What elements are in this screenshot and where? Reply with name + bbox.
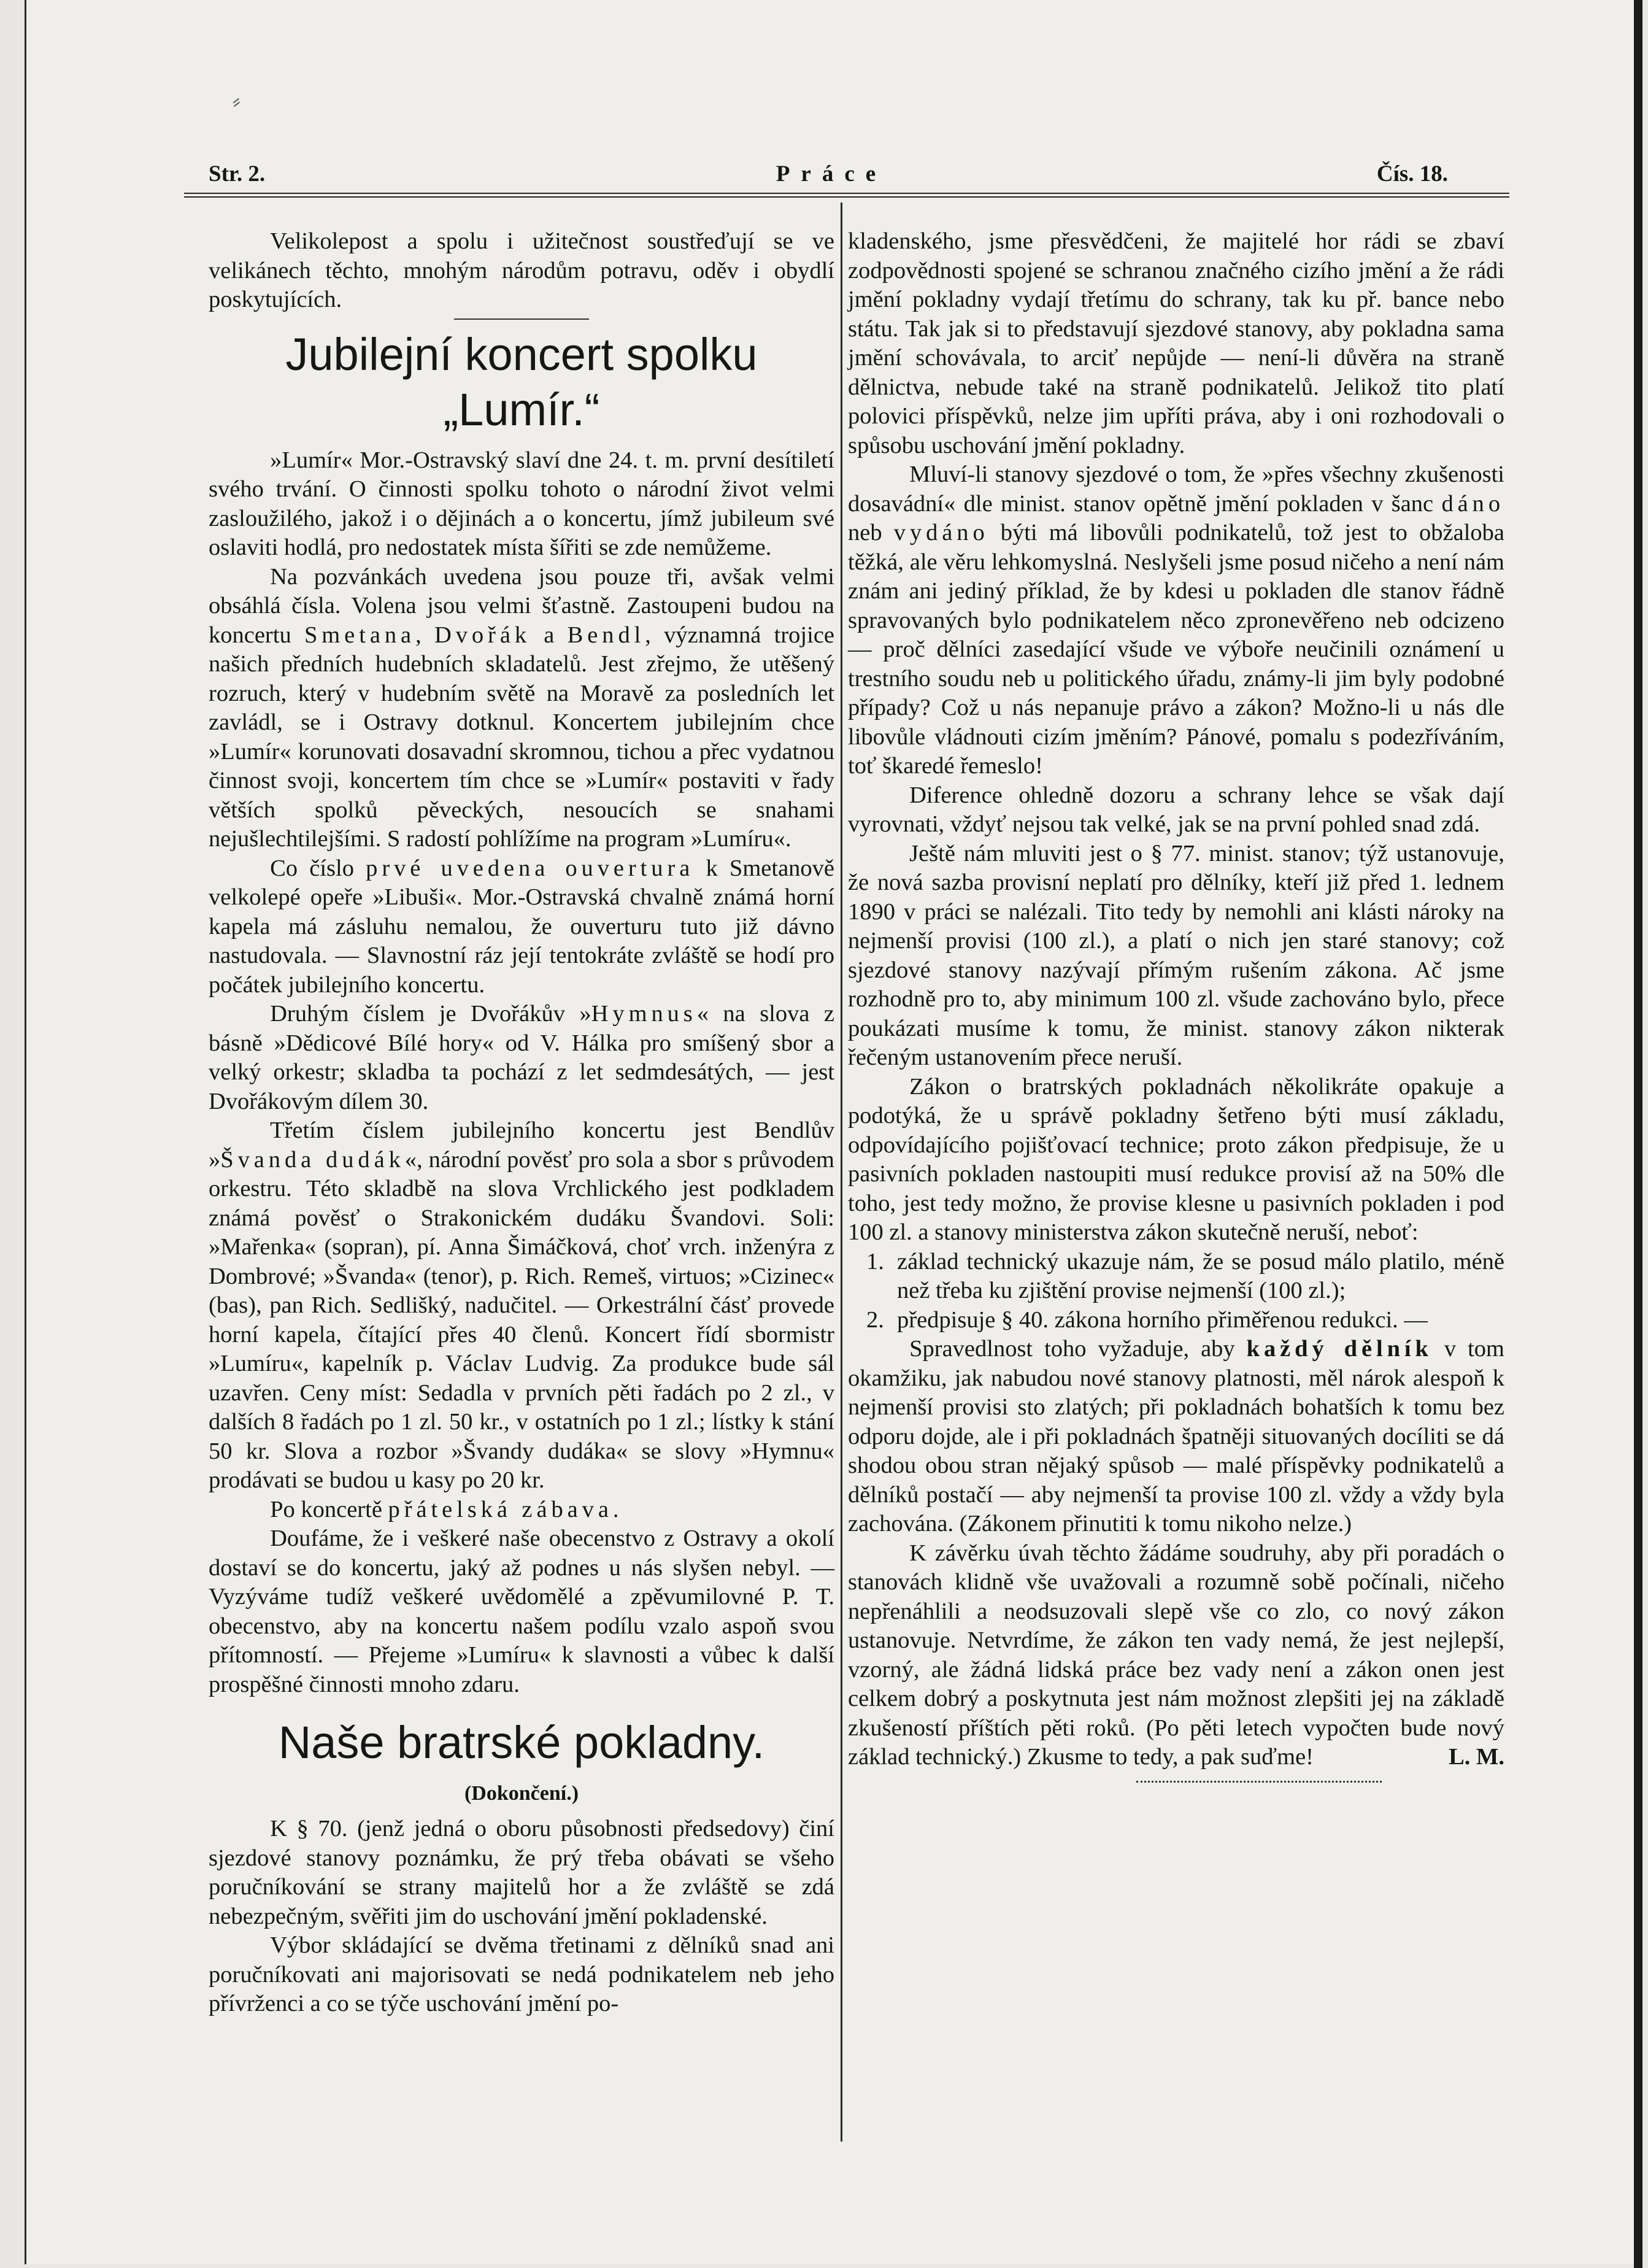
article-paragraph: K § 70. (jenž jedná o oboru působnosti předsedovy) činí sjezdové stanovy poznámku, že prý třeba obávati se všeho poručníkování se strany majitelů hor a že zvláště se zdá nebezpečným, svěřiti jim do uschování jmění pokladenské. [209, 1816, 834, 1929]
separator [454, 318, 589, 320]
author-signature: L. M. [1449, 1744, 1504, 1770]
article-paragraph: Spravedlnost toho vyžaduje, aby každý dělník v tom okamžiku, jak nabudou nové stanovy platnosti, měl nárok alespoň k nejmenší provisi sto zlatých; při pokladnách bohatších k tomu bez odporu dojde, ale i při pokladnách špatněji situovaných docíliti se dá shodou obou stran nějaký spůsob — malé příspěvky podnikatelů a dělníků postačí — aby nejmenší ta provise 100 zl. vždy a vždy byla zachována. (Zákonem přinutiti k tomu nikoho nelze.) [848, 1336, 1504, 1537]
article-paragraph: Výbor skládající se dvěma třetinami z dělníků snad ani poručníkovati ani majorisovati se nedá podnikatelem neb jeho přívrženci a co se týče uschování jmění po- [209, 1932, 834, 2016]
article-paragraph: Doufáme, že i veškeré naše obecenstvo z Ostravy a okolí dostaví se do koncertu, jaký až podnes u nás slyšen nebyl. — Vyzýváme tudíž veškeré uvědomělé a zpěvumilovné P. T. obecenstvo, aby na koncertu našem podílu vzalo aspoň svou přítomností. — Přejeme »Lumíru« k slavnosti a vůbec k další prospěšné činnosti mnoho zdaru. [209, 1526, 834, 1697]
issue-number: Čís. 18. [1376, 161, 1448, 187]
page-number: Str. 2. [209, 161, 266, 187]
header-rule-bottom [184, 196, 1509, 198]
list-item: 1. základ technický ukazuje nám, že se posud málo platilo, méně než třeba ku zjištění provise nejmenší (100 zl.); [866, 1248, 1504, 1303]
header-rule-top [184, 193, 1509, 194]
article-paragraph: K závěrku úvah těchto žádáme soudruhy, aby při poradách o stanovách klidně vše uvažovali a rozumně sobě počínali, ničeho nepřenáhlili a neodsuzovali slepě vše co zlo, co nový zákon ustanovuje. Netvrdíme, že zákon ten vady nemá, že jest nejlepší, vzorný, ale žádná lidská práce bez vady není a zákon onen jest celkem dobrý a poskytnuta jest nám možnost zlepšiti jej na základě zkušeností příštích pěti roků. (Po pěti letech vypočten bude nový základ technický.) Zkusme to tedy, a pak suďme! L. M. [848, 1539, 1504, 1772]
left-column [209, 227, 834, 2019]
article-paragraph: Mluví-li stanovy sjezdové o tom, že »přes všechny zkušenosti dosavádní« dle minist. stanov opětně jmění pokladen v šanc dáno neb vydáno býti má libovůli podnikatelů, tož jest to obžaloba těžká, ale věru lehkomyslná. Neslyšeli jsme posud ničeho a není nám znám ani jediný příklad, že by kdesi u pokladen dle stanov řádně spravovaných bylo podnikatelem něco zpronevěřeno neb odcizeno — proč dělníci zasedající všude ve výboře neučinili oznámení u trestního soudu neb u politického úřadu, známy-li jim byly podobné případy? Což u nás nepanuje právo a zákon? Možno-li u nás dle libovůle vládnouti cizím jměním? Pánové, pomalu s podezříváním, toť škaredé řemeslo! [848, 461, 1504, 779]
end-separator [1136, 1781, 1382, 1783]
article-paragraph: Co číslo prvé uvedena ouvertura k Smetanově velkolepé opeře »Libuši«. Mor.-Ostravská chvalně známá horní kapela má zásluhu nemalou, že ouverturu tuto již dávno nastudovala. — Slavnostní ráz její tentokráte zvláště se hodí pro počátek jubilejního koncertu. [209, 855, 834, 998]
right-column [848, 227, 1504, 1783]
article-paragraph: Ještě nám mluviti jest o § 77. minist. stanov; týž ustanovuje, že nová sazba provisní neplatí pro dělníky, kteří již před 1. lednem 1890 v práci se nalézali. Tito tedy by nemohli ani klásti nároky na nejmenší provisi (100 zl.), a platí o nich jen staré stanovy; což sjezdové stanovy nazývají přímým rušením zákona. Ač jsme rozhodně pro to, aby minimum 100 zl. všude zachováno bylo, přece poukázati musíme k tomu, že minist. stanovy zákon nikterak řečeným ustanovením přece neruší. [848, 840, 1504, 1070]
intro-paragraph: Velikolepost a spolu i užitečnost soustřeďují se ve velikánech těchto, mnohým národům potravu, oděv i obydlí poskytujících. [209, 228, 834, 312]
article-paragraph: kladenského, jsme přesvědčeni, že majitelé hor rádi se zbaví zodpovědnosti spojené se schranou značného cizího jmění a že rádi jmění pokladny vydají třetímu do schrany, tak ku př. bance nebo státu. Tak jak si to představují sjezdové stanovy, aby pokladna sama jmění schovávala, to arciť nepůjde — není-li důvěra na straně dělnictva, nebude také na straně podnikatelů. Jelikož tito platí polovici příspěvků, nelze jim upříti práva, aby i oni rozhodovali o spůsobu uschování jmění pokladny. [848, 228, 1504, 458]
article-paragraph: »Lumír« Mor.-Ostravský slaví dne 24. t. m. první desítiletí svého trvání. O činnosti spolku tohoto o národní život velmi zasloužilého, jakož i o dějinách a o koncertu, jímž jubileum své oslaviti hodlá, pro nedostatek místa šířiti se zde nemůžeme. [209, 447, 834, 560]
article-subtitle: (Dokončení.) [464, 1782, 579, 1805]
masthead-title: Práce [776, 161, 887, 187]
page-header [184, 161, 1479, 190]
article-paragraph: Druhým číslem je Dvořákův »Hymnus« na slova z básně »Dědicové Bílé hory« od V. Hálka pro smíšený sbor a velký orkestr; skladba ta pochází z let sedmdesátých, — jest Dvořákovým dílem 30. [209, 1001, 834, 1114]
column-divider [841, 202, 842, 2142]
article-paragraph: Diference ohledně dozoru a schrany lehce se však dají vyrovnati, vždyť nejsou tak velké, jak se na první pohled snad zdá. [848, 782, 1504, 837]
article-paragraph: Po koncertě přátelská zábava. [270, 1496, 619, 1522]
numbered-list [848, 1248, 1504, 1335]
article-paragraph: Na pozvánkách uvedena jsou pouze tři, avšak velmi obsáhlá čísla. Volena jsou velmi šťastně. Zastoupeni budou na koncertu Smetana, Dvořák a Bendl, významná trojice našich předních hudebních skladatelů. Jest zřejmo, že utěšený rozruch, který v hudebním světě na Moravě za posledních let zavládl, se i Ostravy dotknul. Koncertem jubilejním chce »Lumír« korunovati dosavadní skromnou, tichou a přec vydatnou činnost svoji, koncertem tím chce se »Lumír« postaviti v řady větších spolků pěveckých, nesoucích se snahami nejušlechtilejšími. S radostí pohlížíme na program »Lumíru«. [209, 563, 834, 852]
scribble-mark: ⸗ [229, 86, 243, 115]
list-item: 2. předpisuje § 40. zákona horního přiměřenou redukci. — [866, 1306, 1428, 1333]
article-title-pokladny: Naše bratrské pokladny. [278, 1717, 765, 1768]
article-paragraph: Zákon o bratrských pokladnách několikráte opakuje a podotýká, že u správě pokladny šetřeno býti musí základu, odpovídajícího pojišťovací technice; proto zákon předpisuje, že u pasivních pokladen nastoupiti musí redukce provisí až na 50% dle toho, jest tedy možno, že provise klesne u pasivních pokladen i pod 100 zl. a stanovy ministerstva zákon skutečně neruší, neboť: [848, 1073, 1504, 1245]
article-paragraph: Třetím číslem jubilejního koncertu jest Bendlův »Švanda dudák«, národní pověsť pro sola a sbor s průvodem orkestru. Této skladbě na slova Vrchlického jest podkladem známá pověsť o Strakonickém dudáku Švandovi. Soli: »Mařenka« (sopran), pí. Anna Šimáčková, choť vrch. inženýra z Dombrové; »Švanda« (tenor), p. Rich. Remeš, virtuos; »Cizinec« (bas), pan Rich. Sedlišký, nadučitel. — Orkestrální čásť provede horní kapela, čítající přes 40 členů. Koncert řídí sbormistr »Lumíru«, kapelník p. Václav Ludvig. Za produkce bude sál uzavřen. Ceny míst: Sedadla v prvních pěti řadách po 2 zl., v dalších 8 řadách po 1 zl. 50 kr., v ostatních po 1 zl.; lístky k stání 50 kr. Slova a rozbor »Švandy dudáka« se slovy »Hymnu« prodávati se budou u kasy po 20 kr. [209, 1117, 834, 1493]
article-title-lumir: Jubilejní koncert spolku „Lumír.“ [285, 328, 758, 435]
